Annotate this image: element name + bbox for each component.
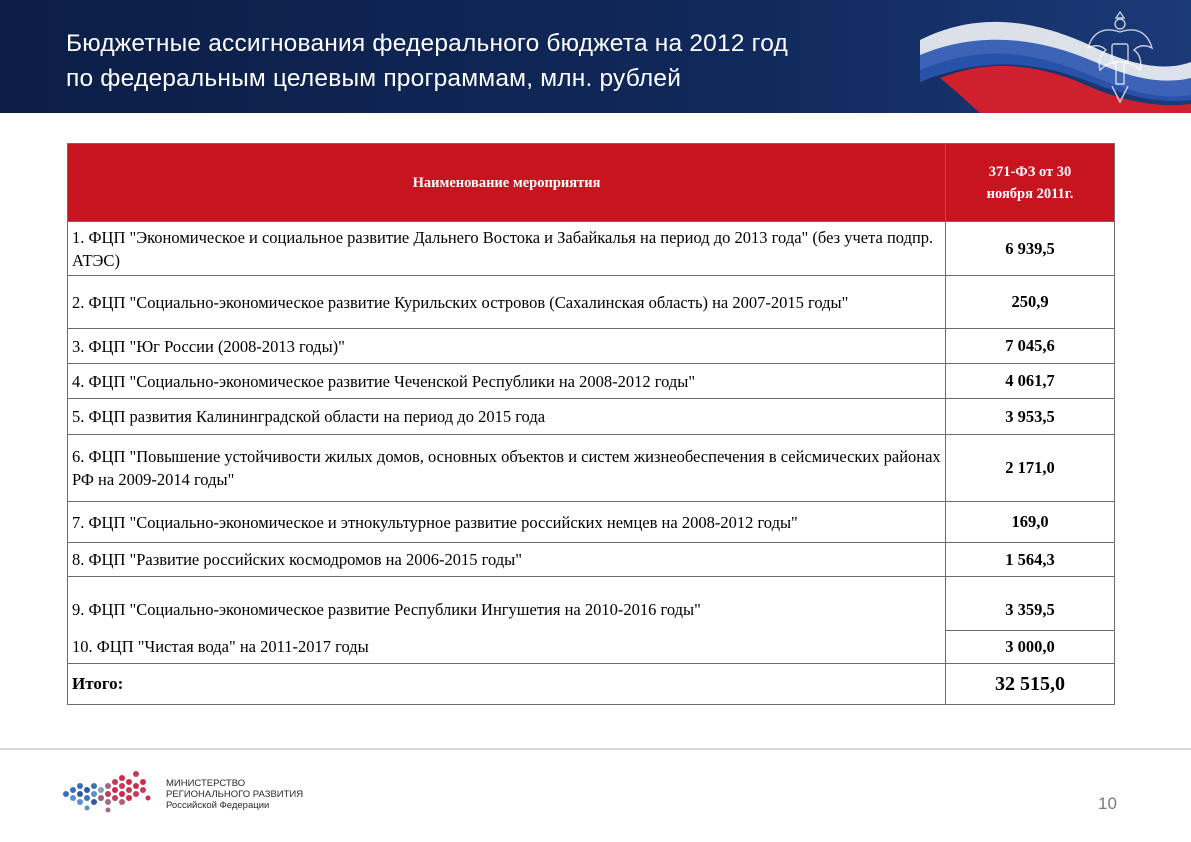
total-row bbox=[68, 664, 1115, 705]
total-label: Итого: bbox=[68, 664, 946, 705]
program-value: 250,9 bbox=[946, 276, 1115, 329]
coat-of-arms-icon bbox=[1082, 4, 1158, 108]
program-value: 169,0 bbox=[946, 502, 1115, 543]
program-name: 2. ФЦП "Социально-экономическое развитие Курильских островов (Сахалинская область) на 2007-2015 годы" bbox=[68, 276, 946, 329]
program-name: 3. ФЦП "Юг России (2008-2013 годы)" bbox=[68, 329, 946, 364]
table-row bbox=[68, 399, 1115, 435]
program-name: 4. ФЦП "Социально-экономическое развитие Чеченской Республики на 2008-2012 годы" bbox=[68, 364, 946, 399]
program-value: 2 171,0 bbox=[946, 435, 1115, 502]
program-name: 9. ФЦП "Социально-экономическое развитие Республики Ингушетия на 2010-2016 годы" bbox=[68, 577, 946, 631]
logo-line-3: Российской Федерации bbox=[166, 800, 270, 811]
ministry-logo-icon bbox=[60, 768, 152, 816]
program-value: 6 939,5 bbox=[946, 222, 1115, 276]
column-header-value bbox=[946, 144, 1115, 222]
logo-line-2: РЕГИОНАЛЬНОГО РАЗВИТИЯ bbox=[166, 789, 304, 800]
table-row bbox=[68, 631, 1115, 664]
program-value: 7 045,6 bbox=[946, 329, 1115, 364]
table-row bbox=[68, 222, 1115, 276]
program-value: 3 359,5 bbox=[946, 577, 1115, 631]
table-row bbox=[68, 276, 1115, 329]
page-title bbox=[66, 26, 788, 96]
program-name: 1. ФЦП "Экономическое и социальное развитие Дальнего Востока и Забайкалья на период до 2013 года" (без учета подпр. АТЭС) bbox=[68, 222, 946, 276]
table-row bbox=[68, 502, 1115, 543]
program-name: 7. ФЦП "Социально-экономическое и этнокультурное развитие российских немцев на 2008-2012 годы" bbox=[68, 502, 946, 543]
program-name: 6. ФЦП "Повышение устойчивости жилых домов, основных объектов и систем жизнеобеспечения в сейсмических районах РФ на 2009-2014 годы" bbox=[68, 435, 946, 502]
budget-table bbox=[67, 143, 1114, 705]
column-header-name: Наименование мероприятия bbox=[68, 144, 946, 222]
program-name: 10. ФЦП "Чистая вода" на 2011-2017 годы bbox=[68, 631, 946, 664]
program-value: 1 564,3 bbox=[946, 543, 1115, 577]
ministry-logo-text bbox=[166, 778, 303, 811]
page-number: 10 bbox=[1098, 794, 1117, 813]
total-value: 32 515,0 bbox=[946, 664, 1115, 705]
logo-line-1: МИНИСТЕРСТВО bbox=[166, 778, 246, 789]
program-name: 5. ФЦП развития Калининградской области на период до 2015 года bbox=[68, 399, 946, 435]
program-value: 3 000,0 bbox=[946, 631, 1115, 664]
table-row bbox=[68, 435, 1115, 502]
title-line-2: по федеральным целевым программам, млн. рублей bbox=[66, 65, 682, 92]
program-value: 4 061,7 bbox=[946, 364, 1115, 399]
program-name: 8. ФЦП "Развитие российских космодромов на 2006-2015 годы" bbox=[68, 543, 946, 577]
table-row bbox=[68, 577, 1115, 631]
footer-divider bbox=[0, 748, 1191, 750]
title-line-1: Бюджетные ассигнования федерального бюджета на 2012 год bbox=[66, 30, 789, 57]
column-header-value-line-1: 371-ФЗ от 30 bbox=[988, 163, 1072, 180]
header-banner bbox=[0, 0, 1191, 113]
table-row bbox=[68, 543, 1115, 577]
table-header-row bbox=[68, 144, 1115, 222]
column-header-value-line-2: ноября 2011г. bbox=[986, 185, 1074, 202]
table-row bbox=[68, 364, 1115, 399]
program-value: 3 953,5 bbox=[946, 399, 1115, 435]
table-row bbox=[68, 329, 1115, 364]
